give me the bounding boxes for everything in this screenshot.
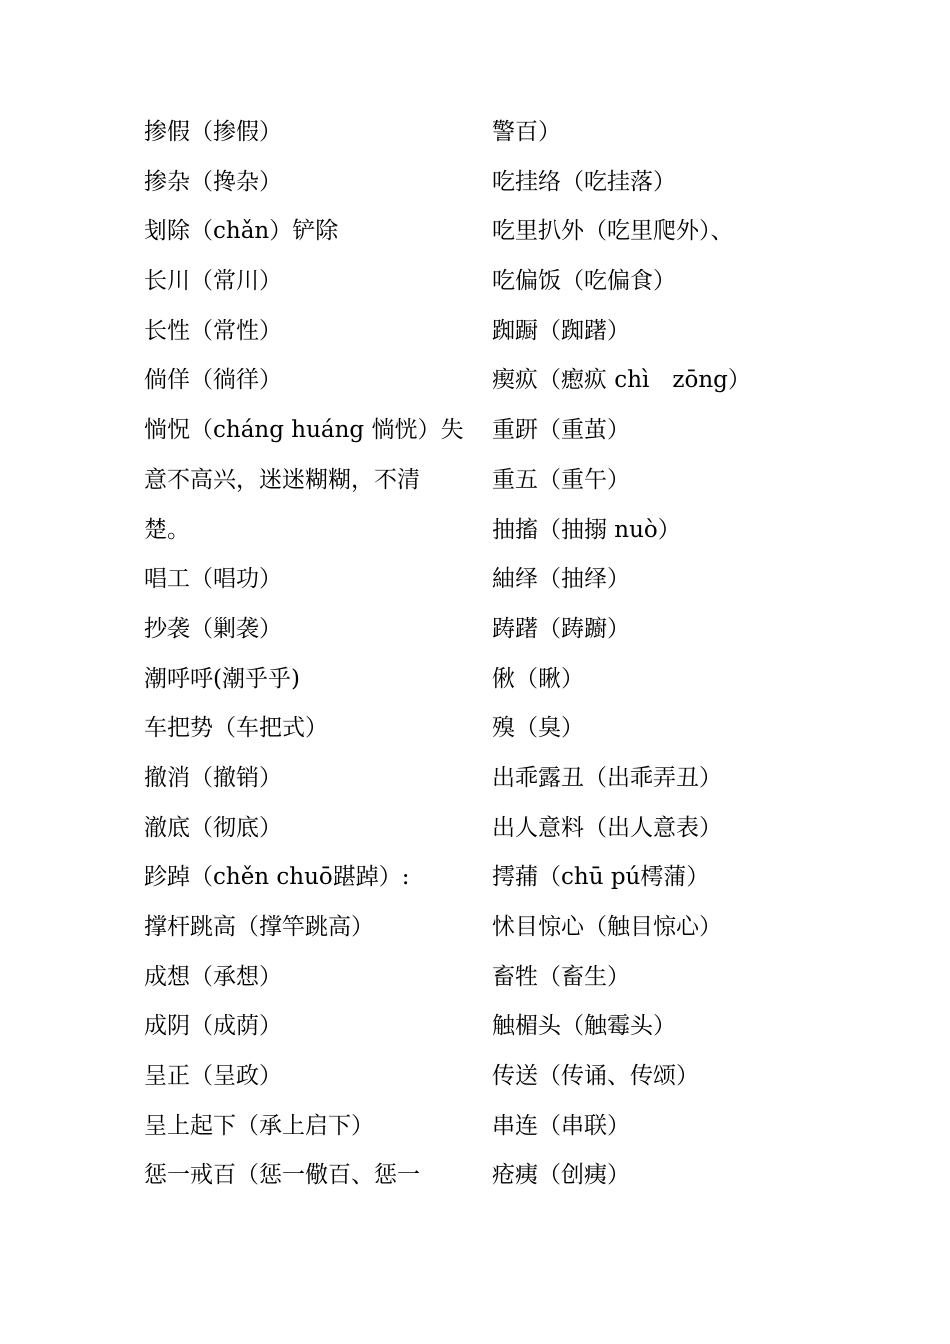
entry-line: 串连（串联） — [492, 1112, 630, 1139]
entry-line: 殠（臭） — [492, 715, 584, 742]
entry-line: 长性（常性） — [144, 317, 282, 344]
entry-line: 掺假（掺假） — [144, 119, 282, 145]
entry-line: 惩一戒百（惩一儆百、惩一 — [144, 1162, 420, 1189]
entry-line: 偢（瞅） — [492, 665, 584, 692]
entry-line: 长川（常川） — [144, 268, 282, 295]
entry-line: 重五（重午） — [492, 466, 630, 493]
entry-line: 抽搐（抽搦 nuò） — [492, 516, 681, 543]
entry-line: 疮痍（创痍） — [492, 1162, 630, 1189]
entry-line: 紬绎（抽绎） — [492, 566, 630, 593]
entry-line: 车把势（车把式） — [144, 715, 328, 742]
entry-line: 吃偏饭（吃偏食） — [492, 268, 676, 295]
entry-line: 触楣头（触霉头） — [492, 1013, 676, 1040]
entry-line: 撤消（撤销） — [144, 764, 282, 791]
entry-line: 吃里扒外（吃里爬外）、 — [492, 218, 734, 245]
entry-line: 摴蒱（chū pú樗蒲） — [492, 864, 710, 891]
entry-line: 出乖露丑（出乖弄丑） — [492, 764, 722, 791]
entry-line: 跈踔（chěn chuō踸踔）: — [144, 864, 410, 891]
entry-line: 重趼（重茧） — [492, 417, 630, 444]
entry-line: 掺杂（搀杂） — [144, 168, 282, 195]
entry-line: 抄袭（剿袭） — [144, 615, 282, 642]
entry-line: 畜牲（畜生） — [492, 963, 630, 990]
entry-line: 潮呼呼(潮乎乎) — [144, 665, 300, 692]
entry-line: 倘佯（徜徉） — [144, 367, 282, 394]
entry-line: 传送（传诵、传颂） — [492, 1063, 699, 1090]
entry-line: 唱工（唱功） — [144, 566, 282, 593]
entry-line: 出人意料（出人意表） — [492, 814, 722, 841]
entry-line: 怵目惊心（触目惊心） — [492, 914, 722, 940]
entry-line: 刬除（chǎn）铲除 — [144, 218, 339, 245]
entry-line: 意不高兴，迷迷糊糊，不清 — [144, 466, 420, 493]
entry-line: 楚。 — [144, 516, 190, 543]
entry-line: 瘈疭（瘛疭 chì zōng） — [492, 367, 751, 394]
entry-line: 撑杆跳高（撑竿跳高） — [144, 914, 374, 940]
entry-line: 警百） — [492, 119, 561, 145]
left-column — [144, 108, 464, 1201]
entry-line: 踌躇（踌躕） — [492, 615, 630, 642]
entry-line: 呈上起下（承上启下） — [144, 1112, 374, 1139]
entry-line: 成想（承想） — [144, 963, 282, 990]
entry-line: 踟蹰（踟躇） — [492, 317, 630, 344]
entry-line: 惝怳（cháng huáng 惝恍）失 — [144, 417, 464, 444]
right-column — [492, 108, 812, 1201]
entry-line: 呈正（呈政） — [144, 1063, 282, 1090]
entry-line: 吃挂络（吃挂落） — [492, 168, 676, 195]
entry-line: 成阴（成荫） — [144, 1013, 282, 1040]
entry-line: 澈底（彻底） — [144, 814, 282, 841]
